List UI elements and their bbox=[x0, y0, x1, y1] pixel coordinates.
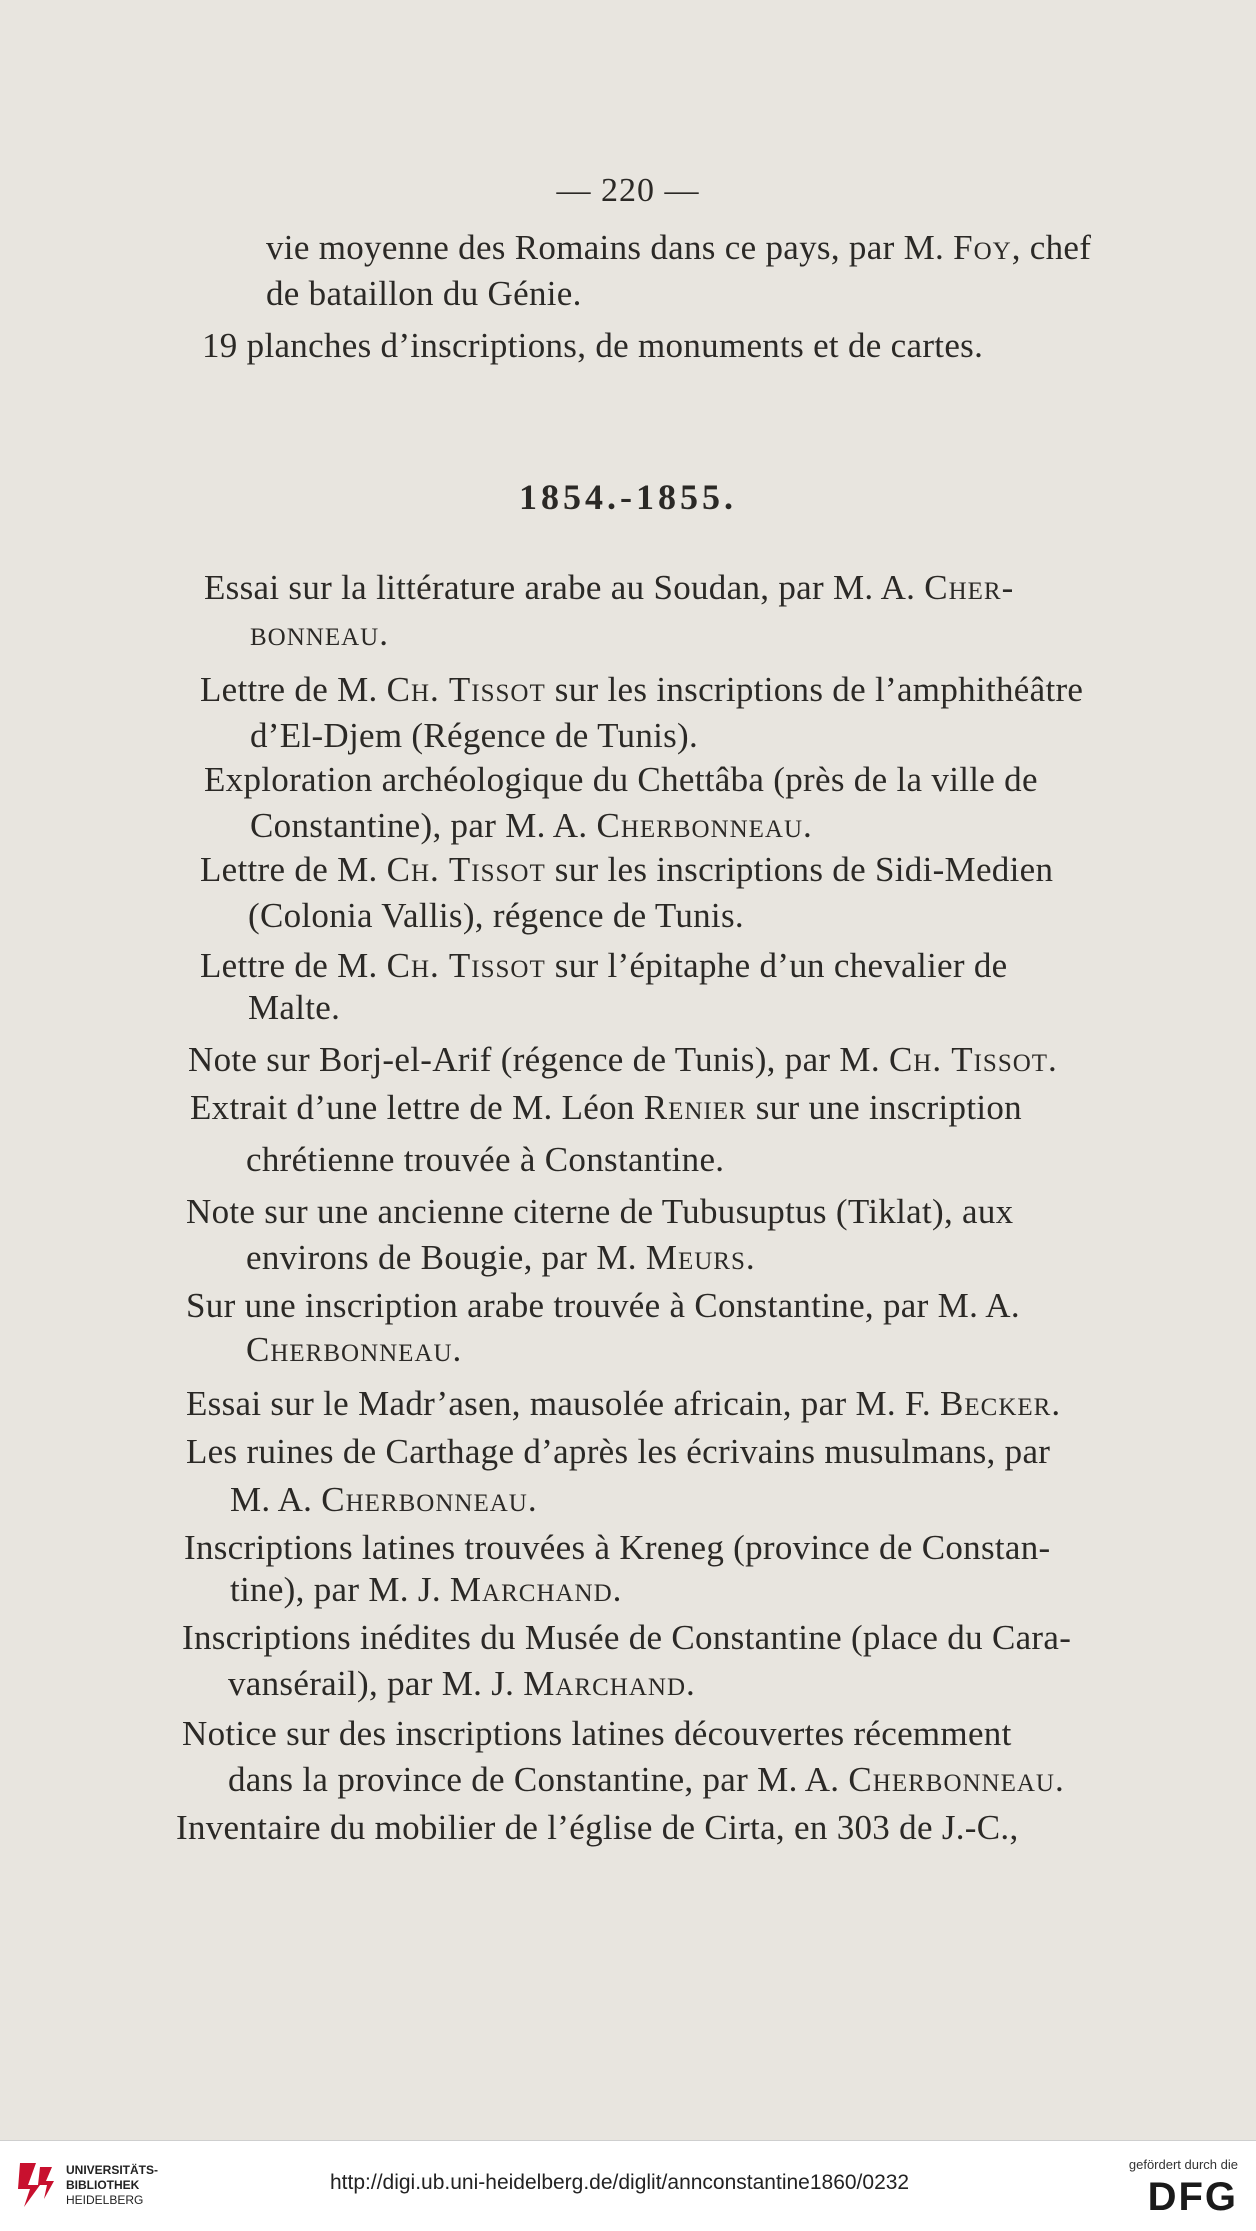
text-line-6 bbox=[200, 670, 1083, 710]
line-text: Essai sur la littérature arabe au Soudan, par M. A. bbox=[204, 568, 925, 607]
line-text: Essai sur le Madr’asen, mausolée africain, par M. F. bbox=[186, 1384, 941, 1423]
author-name: Ch. Tissot bbox=[386, 850, 546, 889]
library-footer bbox=[0, 2140, 1256, 2231]
author-name: Cherbonneau. bbox=[596, 806, 813, 845]
text-line-13 bbox=[248, 988, 340, 1028]
text-line-25 bbox=[230, 1570, 622, 1610]
author-name: Ch. Tissot. bbox=[888, 1040, 1058, 1079]
dfg-logo: DFG bbox=[1147, 2175, 1238, 2219]
line-text: chrétienne trouvée à Constantine. bbox=[246, 1140, 725, 1179]
author-name: bonneau. bbox=[250, 614, 389, 653]
text-line-26 bbox=[182, 1618, 1071, 1658]
line-text: Inscriptions inédites du Musée de Constantine (place du Cara- bbox=[182, 1618, 1072, 1657]
year-heading: 1854.-1855. bbox=[519, 477, 737, 517]
line-text: de bataillon du Génie. bbox=[266, 274, 582, 313]
line-text: dans la province de Constantine, par M. A. bbox=[228, 1760, 849, 1799]
text-line-12 bbox=[200, 946, 1008, 986]
funded-by-label: gefördert durch die bbox=[1128, 2157, 1238, 2172]
text-line-16 bbox=[246, 1140, 724, 1180]
text-line-22 bbox=[186, 1432, 1050, 1472]
author-name: Becker. bbox=[940, 1384, 1062, 1423]
library-logo-shape bbox=[18, 2163, 40, 2207]
line-text: Les ruines de Carthage d’après les écrivains musulmans, par bbox=[186, 1432, 1051, 1471]
text-line-20 bbox=[246, 1330, 462, 1370]
text-line-23 bbox=[230, 1480, 538, 1520]
line-text: Constantine), par M. A. bbox=[250, 806, 597, 845]
author-name: Cher- bbox=[924, 568, 1015, 607]
permalink-url[interactable]: http://digi.ub.uni-heidelberg.de/diglit/annconstantine1860/0232 bbox=[330, 2171, 910, 2194]
text-line-5 bbox=[250, 614, 389, 654]
line-text: Malte. bbox=[248, 988, 341, 1027]
line-text: sur l’épitaphe d’un chevalier de bbox=[545, 946, 1008, 985]
library-name-line-2: BIBLIOTHEK bbox=[66, 2178, 140, 2192]
line-text: Note sur une ancienne citerne de Tubusuptus (Tiklat), aux bbox=[186, 1192, 1014, 1231]
text-line-1 bbox=[266, 228, 1091, 268]
author-name: Marchand. bbox=[449, 1570, 623, 1609]
text-line-11 bbox=[248, 896, 744, 936]
text-line-27 bbox=[228, 1664, 696, 1704]
text-line-4 bbox=[204, 568, 1014, 608]
text-line-18 bbox=[246, 1238, 756, 1278]
line-text: Lettre de M. bbox=[200, 946, 387, 985]
line-text: sur les inscriptions de Sidi-Medien bbox=[545, 850, 1054, 889]
line-text: Exploration archéologique du Chettâba (près de la ville de bbox=[204, 760, 1038, 799]
line-text: Inscriptions latines trouvées à Kreneg (province de Constan- bbox=[184, 1528, 1051, 1567]
line-text: vie moyenne des Romains dans ce pays, par M. bbox=[266, 228, 954, 267]
text-line-9 bbox=[250, 806, 813, 846]
author-name: Cherbonneau. bbox=[848, 1760, 1065, 1799]
author-name: Foy bbox=[953, 228, 1012, 267]
line-text: Extrait d’une lettre de M. Léon bbox=[190, 1088, 644, 1127]
text-line-29 bbox=[228, 1760, 1065, 1800]
line-text: tine), par M. J. bbox=[230, 1570, 450, 1609]
line-text: d’El-Djem (Régence de Tunis). bbox=[250, 716, 699, 755]
library-name bbox=[66, 2163, 158, 2208]
author-name: Cherbonneau. bbox=[321, 1480, 538, 1519]
line-text: M. A. bbox=[230, 1480, 322, 1519]
author-name: Marchand. bbox=[523, 1664, 696, 1703]
text-line-7 bbox=[250, 716, 698, 756]
line-text: environs de Bougie, par M. bbox=[246, 1238, 646, 1277]
author-name: Ch. Tissot bbox=[386, 946, 546, 985]
line-text: vansérail), par M. J. bbox=[228, 1664, 524, 1703]
line-text: 19 planches d’inscriptions, de monuments et de cartes. bbox=[202, 326, 984, 365]
line-text: (Colonia Vallis), régence de Tunis. bbox=[248, 896, 744, 935]
library-logo-shape-2 bbox=[38, 2167, 54, 2199]
text-line-3 bbox=[202, 326, 983, 366]
text-line-15 bbox=[190, 1088, 1022, 1128]
author-name: Cherbonneau. bbox=[246, 1330, 463, 1369]
line-text: Sur une inscription arabe trouvée à Constantine, par M. A. bbox=[186, 1286, 1020, 1325]
page-number: — 220 — bbox=[556, 172, 700, 209]
author-name: Ch. Tissot bbox=[386, 670, 546, 709]
line-text: Note sur Borj-el-Arif (régence de Tunis), par M. bbox=[188, 1040, 889, 1079]
text-line-21 bbox=[186, 1384, 1061, 1424]
line-text: Notice sur des inscriptions latines découvertes récemment bbox=[182, 1714, 1012, 1753]
line-text: Inventaire du mobilier de l’église de Cirta, en 303 de J.-C., bbox=[176, 1808, 1019, 1847]
text-line-10 bbox=[200, 850, 1053, 890]
author-name: Renier bbox=[643, 1088, 747, 1127]
line-text: , chef bbox=[1011, 228, 1092, 267]
line-text: Lettre de M. bbox=[200, 670, 387, 709]
line-text: sur les inscriptions de l’amphithéâtre bbox=[545, 670, 1084, 709]
text-line-19 bbox=[186, 1286, 1020, 1326]
text-line-8 bbox=[204, 760, 1038, 800]
library-name-line-3: HEIDELBERG bbox=[66, 2193, 144, 2207]
line-text: sur une inscription bbox=[746, 1088, 1022, 1127]
text-line-17 bbox=[186, 1192, 1013, 1232]
text-line-28 bbox=[182, 1714, 1012, 1754]
text-line-2 bbox=[266, 274, 582, 314]
line-text: Lettre de M. bbox=[200, 850, 387, 889]
library-name-line-1: UNIVERSITÄTS- bbox=[66, 2163, 159, 2177]
text-line-30 bbox=[176, 1808, 1019, 1848]
text-line-24 bbox=[184, 1528, 1051, 1568]
university-library-logo-icon bbox=[14, 2159, 56, 2211]
text-line-14 bbox=[188, 1040, 1058, 1080]
author-name: Meurs. bbox=[645, 1238, 756, 1277]
